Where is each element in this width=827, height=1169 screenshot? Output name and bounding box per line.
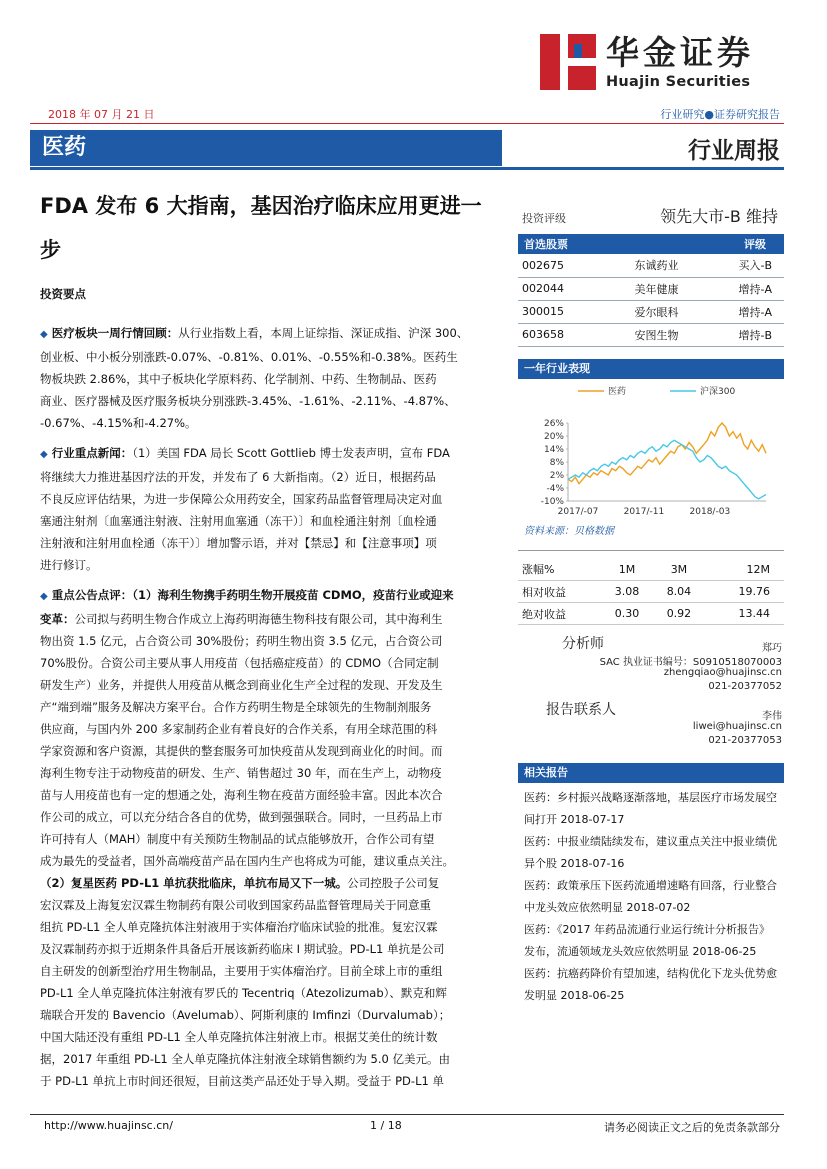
diamond-bullet-icon: ◆	[40, 329, 48, 340]
body-line: 组抗 PD-L1 全人单克隆抗体注射液用于实体瘤治疗临床试验的批准。复宏汉霖	[40, 920, 438, 934]
column-header: 评级	[700, 234, 784, 254]
body-line: 注射液和注射用血栓通（冻干）〕增加警示语，并对【禁忌】和【注意事项】项	[40, 536, 437, 550]
body-line: 瑞联合开发的 Bavencio（Avelumab）、阿斯利康的 Imfinzi（Durvalumab）；	[40, 1008, 451, 1022]
bullet-industry-news	[40, 442, 502, 576]
column-header: 3M	[653, 559, 705, 581]
sector-label: 医药	[30, 130, 502, 166]
row-label: 绝对收益	[518, 603, 601, 625]
logo-chinese-name: 华金证券	[606, 33, 754, 72]
body-line: 创业板、中小板分别涨跌-0.07%、-0.81%、0.01%、-0.55%和-0.38%。医药生	[40, 350, 458, 364]
y-tick-label: 14%	[543, 444, 564, 455]
related-reports-list	[518, 783, 784, 1011]
list-item[interactable]	[524, 963, 778, 1007]
body-line: 将继续大力推进基因疗法的开发，并发布了 6 大新指南。（2）近日，根据药品	[40, 470, 436, 484]
stock-name: 爱尔眼科	[613, 300, 701, 323]
title-line: 步	[40, 238, 61, 262]
related-report-title: 医药：《2017 年药品流通行业运行统计分析报告》发布，流通领域龙头效应依然明显	[524, 923, 770, 958]
date-bar	[30, 104, 784, 124]
body-line: 物出资 1.5 亿元，占合资公司 30%股份；药明生物出资 3.5 亿元，占合资公司	[40, 634, 443, 648]
analyst-role: 分析师	[562, 636, 604, 652]
body-line: 据，2017 年重组 PD-L1 全人单克隆抗体注射液全球销售额约为 5.0 亿美元。由	[40, 1052, 450, 1066]
row-label: 相对收益	[518, 581, 601, 603]
table-row	[518, 323, 784, 346]
stock-name: 美年健康	[613, 277, 701, 300]
column-header: 首选股票	[518, 234, 613, 254]
stock-name: 安图生物	[613, 323, 701, 346]
body-line	[40, 322, 502, 346]
legend-label: 医药	[608, 386, 627, 397]
column-header: 1M	[601, 559, 653, 581]
y-tick-label: 2%	[549, 470, 564, 481]
x-tick-label: 2018/-03	[689, 506, 731, 517]
contact-name: 李伟	[762, 711, 782, 722]
body-text: 公司拟与药明生物合作成立上海药明海德生物科技有限公司，其中海利生	[74, 612, 443, 626]
stock-code: 002675	[518, 254, 613, 277]
body-line	[40, 608, 502, 630]
list-item[interactable]	[524, 875, 778, 919]
related-report-title: 医药：政策承压下医药流通增速略有回落，行业整合中龙头效应依然明显	[524, 879, 777, 914]
key-points-heading: 投资要点	[40, 287, 86, 301]
related-report-title: 医药：抗癌药降价有望加速，结构优化下龙头优势愈发明显	[524, 967, 777, 1002]
page-footer	[30, 1114, 784, 1138]
report-category: 行业研究●证券研究报告	[660, 108, 780, 121]
body-line: -0.67%、-4.15%和-4.27%。	[40, 416, 197, 430]
related-report-title: 医药：乡村振兴战略逐渐落地，基层医疗市场发展空间打开	[524, 791, 777, 826]
y-tick-label: -4%	[546, 483, 564, 494]
body-text: 公司控股子公司复	[347, 876, 440, 890]
body-line: 中国大陆还没有重组 PD-L1 全人单克隆抗体注射液上市。根据艾美仕的统计数	[40, 1030, 438, 1044]
bullet-market-review	[40, 322, 502, 434]
related-reports-header: 相关报告	[518, 763, 784, 783]
related-report-date: 2018-07-02	[626, 901, 691, 914]
y-tick-label: 26%	[543, 418, 564, 429]
body-line: 成为最先的受益者，国外高端疫苗产品在国内生产也将成为可能，建议重点关注。	[40, 854, 454, 868]
contact-phone: 021-20377053	[708, 735, 782, 746]
analyst-email[interactable]: zhengqiao@huajinsc.cn	[663, 667, 782, 678]
body-line: 许可持有人（MAH）制度中有关预防生物制品的试点能够放开，合作公司有望	[40, 832, 435, 846]
bullet-heading: 重点公告点评：（1）海利生物携手药明生物开展疫苗 CDMO，疫苗行业或迎来	[51, 588, 454, 602]
stock-rating: 增持-A	[700, 277, 784, 300]
stock-rating: 增持-A	[700, 300, 784, 323]
related-report-date: 2018-07-16	[560, 857, 625, 870]
page-number: 1 / 18	[370, 1119, 402, 1132]
footer-url[interactable]: http://www.huajinsc.cn/	[44, 1119, 173, 1132]
logo-english-name: Huajin Securities	[606, 74, 751, 90]
body-line: 海利生物专注于动物疫苗的研发、生产、销售超过 30 年，而在生产上，动物疫	[40, 766, 442, 780]
cell-value: 19.76	[705, 581, 784, 603]
body-line	[40, 584, 502, 608]
cell-value: 3.08	[601, 581, 653, 603]
analyst-cert: SAC 执业证书编号：S0910518070003	[599, 657, 782, 668]
sidebar	[518, 200, 784, 1011]
body-text: 从行业指数上看，本周上证综指、深证成指、沪深 300、	[178, 326, 469, 340]
body-line: 产“端到端”服务及解决方案平台。合作方药明生物是全球领先的生物制剂服务	[40, 700, 432, 714]
body-line: 作公司的成立，可以充分结合各自的优势，做到强强联合。同时，一旦药品上市	[40, 810, 443, 824]
stock-rating: 增持-B	[700, 323, 784, 346]
y-tick-label: 8%	[549, 457, 564, 468]
table-row	[518, 277, 784, 300]
chart-source: 资料来源：贝格数据	[518, 523, 784, 551]
table-row	[518, 254, 784, 277]
stock-code: 603658	[518, 323, 613, 346]
bullet-heading: 行业重点新闻：	[51, 446, 133, 460]
list-item[interactable]	[524, 919, 778, 963]
contact-email[interactable]: liwei@huajinsc.cn	[692, 721, 782, 732]
performance-chart-svg	[518, 379, 784, 523]
list-item[interactable]	[524, 831, 778, 875]
body-line: 不良反应评估结果，为进一步保障公众用药安全，国家药品监督管理局决定对血	[40, 492, 443, 506]
x-tick-label: 2017/-11	[623, 506, 665, 517]
cell-value: 13.44	[705, 603, 784, 625]
body-line: 塞通注射剂〔血塞通注射液、注射用血塞通（冻干）〕和血栓通注射剂〔血栓通	[40, 514, 437, 528]
table-row	[518, 300, 784, 323]
related-report-date: 2018-06-25	[692, 945, 757, 958]
preferred-stocks-table	[518, 234, 784, 347]
logo-mark-icon	[540, 34, 596, 90]
cell-value: 0.92	[653, 603, 705, 625]
body-line: 自主研发的创新型治疗用生物制品，主要用于实体瘤治疗。目前全球上市的重组	[40, 964, 443, 978]
contact-role: 报告联系人	[546, 702, 616, 718]
related-report-date: 2018-07-17	[560, 813, 625, 826]
stock-name: 东诚药业	[613, 254, 701, 277]
body-line: 学家资源和客户资源，其提供的整套服务可加快疫苗从发现到商业化的时间。而	[40, 744, 443, 758]
body-line: 物板块跌 2.86%，其中子板块化学原料药、化学制剂、中药、生物制品、医药	[40, 372, 437, 386]
related-report-title: 医药：中报业绩陆续发布，建议重点关注中报业绩优异个股	[524, 835, 777, 870]
diamond-bullet-icon: ◆	[40, 449, 48, 460]
body-line: 进行修订。	[40, 558, 98, 572]
body-line: 及汉霖制药亦拟于近期条件具备后开展该新药临床 I 期试验。PD-L1 单抗是公司	[40, 942, 445, 956]
table-row	[518, 581, 784, 603]
bullet-announcement-review	[40, 584, 502, 1092]
legend-label: 沪深300	[700, 386, 736, 397]
rating-value: 领先大市-B 维持	[660, 207, 778, 226]
bullet-heading: 变革：	[40, 612, 75, 626]
body-line: 供应商，与国内外 200 多家制药企业有着良好的合作关系，有用全球范围的科	[40, 722, 438, 736]
body-line: 苗与人用疫苗也有一定的想通之处，海利生物在疫苗方面经验丰富。因此本次合	[40, 788, 443, 802]
disclaimer-note: 请务必阅读正文之后的免责条款部分	[604, 1121, 780, 1134]
table-row	[518, 603, 784, 625]
cell-value: 0.30	[601, 603, 653, 625]
body-line: 研发生产）业务，并提供人用疫苗从概念到商业化生产全过程的发现、开发及生	[40, 678, 443, 692]
industry-performance-header: 一年行业表现	[518, 359, 784, 379]
table-header-row	[518, 559, 784, 581]
return-table	[518, 559, 784, 626]
series-line-csi300	[568, 440, 766, 499]
y-tick-label: -10%	[540, 496, 564, 507]
column-header	[613, 234, 701, 254]
body-line: PD-L1 全人单克隆抗体注射液有罗氏的 Tecentriq（Atezolizumab）、默克和辉	[40, 986, 447, 1000]
bullet-subheading: （2）复星医药 PD-L1 单抗获批临床，单抗布局又下一城。	[40, 876, 348, 890]
investment-rating	[518, 200, 784, 232]
column-header: 涨幅%	[518, 559, 601, 581]
analyst-phone: 021-20377052	[708, 681, 782, 692]
body-line: 于 PD-L1 单抗上市时间还很短，目前这类产品还处于导入期。受益于 PD-L1 单	[40, 1074, 444, 1088]
stock-code: 002044	[518, 277, 613, 300]
x-tick-label: 2017/-07	[557, 506, 599, 517]
body-line: 70%股份。合资公司主要从事人用疫苗（包括癌症疫苗）的 CDMO（合同定制	[40, 656, 439, 670]
sector-title-bar	[30, 126, 784, 170]
y-tick-label: 20%	[543, 431, 564, 442]
analyst-name: 郑巧	[762, 643, 782, 654]
stock-rating: 买入-B	[700, 254, 784, 277]
related-report-date: 2018-06-25	[560, 989, 625, 1002]
body-line	[40, 872, 502, 894]
report-type: 行业周报	[688, 138, 780, 164]
column-header: 12M	[705, 559, 784, 581]
body-line: 宏汉霖及上海复宏汉霖生物制药有限公司收到国家药品监督管理局关于同意重	[40, 898, 431, 912]
bullet-heading: 医疗板块一周行情回顾：	[51, 326, 179, 340]
analyst-info	[518, 629, 784, 749]
body-line: 商业、医疗器械及医疗服务板块分别涨跌-3.45%、-1.61%、-2.11%、-4.87%、	[40, 394, 456, 408]
stock-code: 300015	[518, 300, 613, 323]
report-title	[40, 184, 502, 272]
cell-value: 8.04	[653, 581, 705, 603]
performance-chart	[518, 379, 784, 523]
body-line	[40, 442, 502, 466]
title-line: FDA 发布 6 大指南，基因治疗临床应用更进一	[40, 194, 482, 218]
list-item[interactable]	[524, 787, 778, 831]
body-text: （1）美国 FDA 局长 Scott Gottlieb 博士发表声明，宣布 FDA	[132, 446, 450, 460]
report-date: 2018 年 07 月 21 日	[48, 108, 155, 121]
diamond-bullet-icon: ◆	[40, 591, 48, 602]
table-header-row	[518, 234, 784, 254]
rating-label: 投资评级	[522, 212, 566, 225]
main-body	[40, 322, 502, 1100]
company-logo	[540, 34, 780, 94]
